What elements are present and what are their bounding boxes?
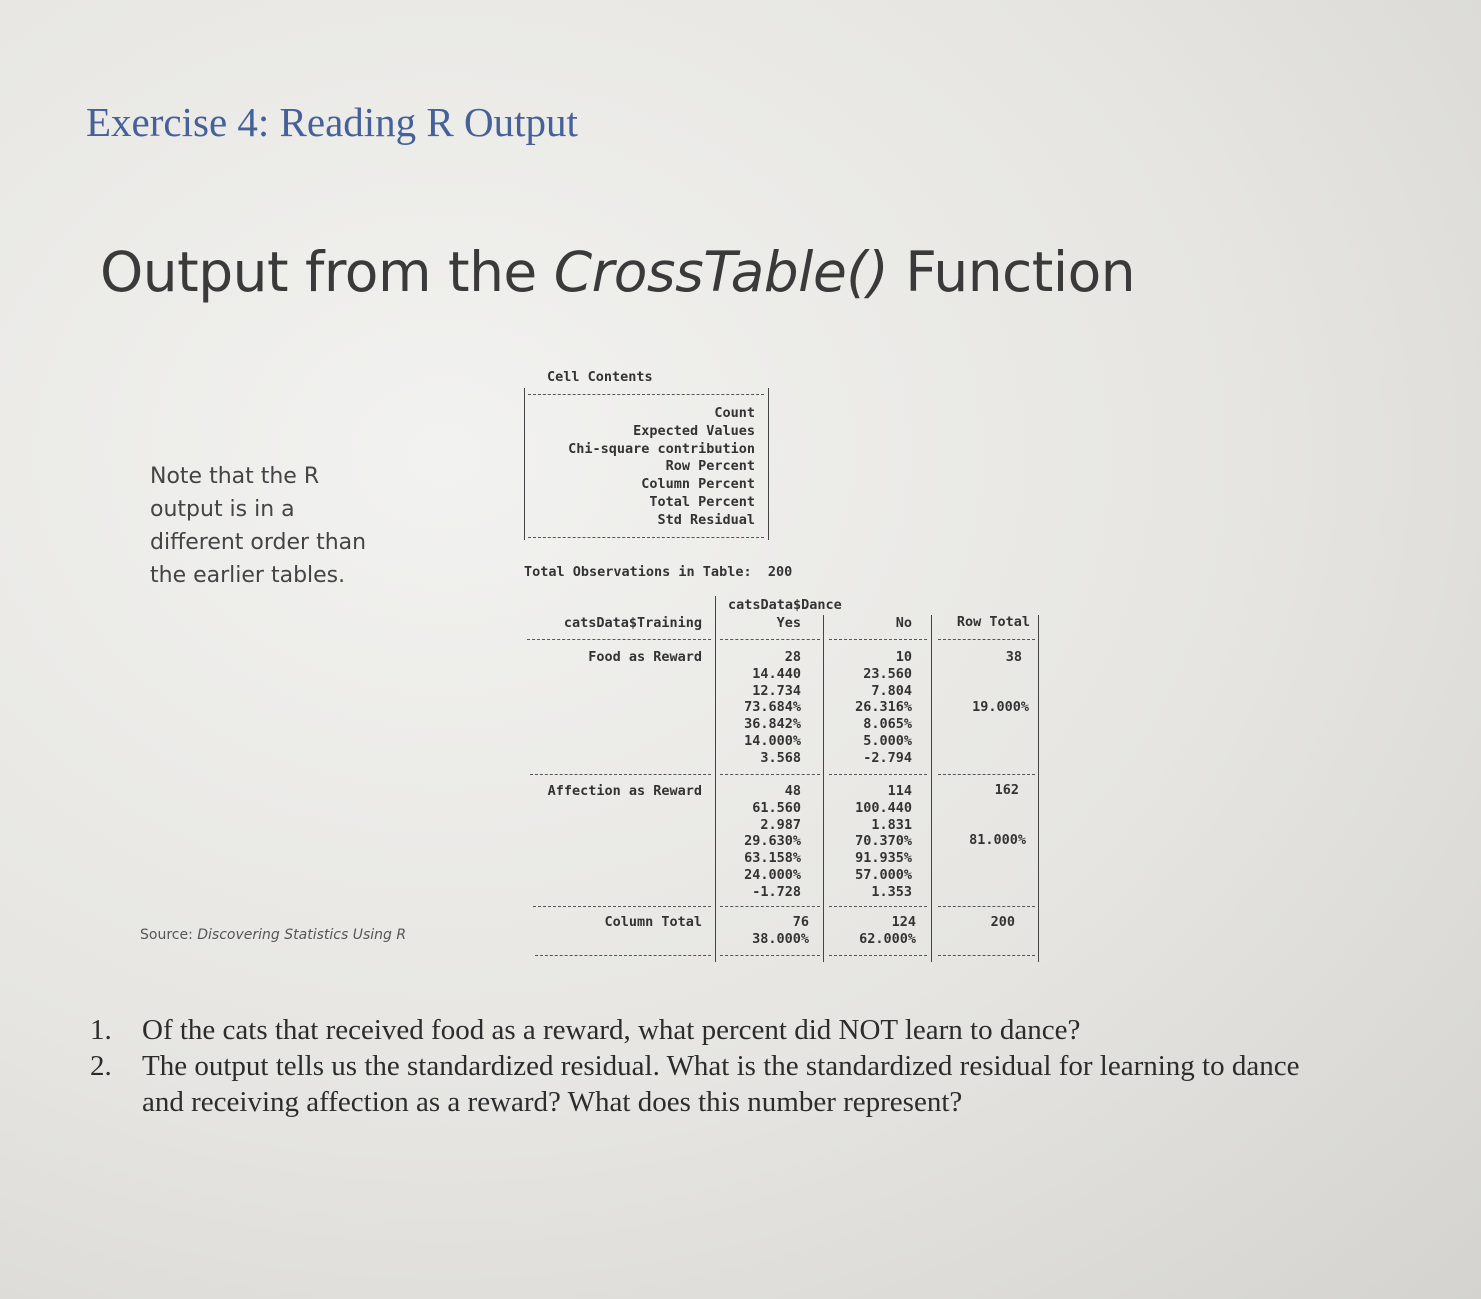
source-citation [140,927,406,943]
row-total-affection-count: 162 [994,782,1019,798]
exercise-title: Exercise 4: Reading R Output [86,99,578,145]
source-book-title: Discovering Statistics Using R [197,927,407,943]
col-header-row-total: Row Total [956,614,1030,630]
crosstable-border-label [715,596,716,962]
row2-divider-no [829,906,927,907]
crosstable-border-no [931,615,932,962]
row-label-food: Food as Reward [588,649,702,665]
slide-title [100,240,1135,304]
cell-affection-yes: 48 61.560 2.987 29.630% 63.158% 24.000% -1.728 [744,783,801,900]
row1-divider-yes [720,774,820,775]
questions-list [90,1012,1330,1120]
header-divider-no [829,639,927,640]
cell-affection-no: 114 100.440 1.831 70.370% 91.935% 57.000% 1.353 [855,783,912,900]
cell-contents-right-border [768,388,769,540]
cell-contents-list [530,405,755,530]
cell-contents-item: Total Percent [649,493,755,510]
cell-contents-item: Column Percent [641,476,755,493]
source-prefix: Source: [140,927,198,943]
bottom-divider-total [938,955,1035,956]
row2-divider-total [938,906,1035,907]
question-item [90,1048,1330,1120]
question-text: The output tells us the standardized residual. What is the standardized residual for learning to dance and receiving affection as a reward? What does this number represent? [142,1050,1300,1118]
col-variable-header: catsData$Dance [728,597,842,613]
row-total-affection-percent: 81.000% [969,832,1026,848]
crosstable-border-yes [823,615,824,962]
total-observations [524,564,792,580]
cell-contents-item: Chi-square contribution [568,440,755,457]
cell-contents-left-border [524,388,525,540]
cell-contents-item: Expected Values [633,422,755,439]
header-divider-label [527,639,711,640]
grand-total: 200 [990,914,1015,930]
bottom-divider-no [829,955,927,956]
bottom-divider-label [535,955,711,956]
column-total-label: Column Total [604,914,702,930]
question-number: 1. [90,1014,112,1046]
row-variable-header: catsData$Training [563,615,702,631]
question-number: 2. [90,1050,112,1082]
header-divider-yes [720,639,820,640]
column-total-yes: 76 38.000% [752,914,809,947]
question-text: Of the cats that received food as a reward, what percent did NOT learn to dance? [142,1014,1081,1046]
crosstable-border-total [1038,615,1039,962]
total-observations-value: 200 [767,564,793,580]
row-total-food-percent: 19.000% [972,699,1029,715]
cell-contents-top-divider [528,394,764,395]
total-observations-label: Total Observations in Table: [524,564,752,580]
cell-contents-header: Cell Contents [547,369,653,385]
header-divider-total [938,639,1035,640]
row1-divider-total [938,774,1035,775]
cell-contents-item: Row Percent [665,458,755,475]
cell-contents-item: Count [714,405,755,421]
row-total-food-count: 38 [1005,649,1022,665]
row1-divider-label [530,774,711,775]
row1-divider-no [829,774,927,775]
bottom-divider-yes [720,955,820,956]
cell-food-yes: 28 14.440 12.734 73.684% 36.842% 14.000% 3.568 [744,649,801,766]
cell-food-no: 10 23.560 7.804 26.316% 8.065% 5.000% -2.794 [855,649,912,766]
slide-title-suffix: Function [888,240,1136,304]
question-item [90,1012,1330,1048]
row-label-affection: Affection as Reward [547,783,702,799]
row2-divider-yes [720,906,820,907]
note-text: Note that the R output is in a different order than the earlier tables. [150,464,367,588]
cell-contents-bottom-divider [528,537,764,538]
slide-title-function: CrossTable() [553,240,889,304]
cell-contents-item: Std Residual [657,511,755,528]
col-header-yes: Yes [776,615,801,631]
column-total-no: 124 62.000% [859,914,916,947]
col-header-no: No [895,615,912,631]
row2-divider-label [533,906,711,907]
slide-title-prefix: Output from the [100,240,554,304]
